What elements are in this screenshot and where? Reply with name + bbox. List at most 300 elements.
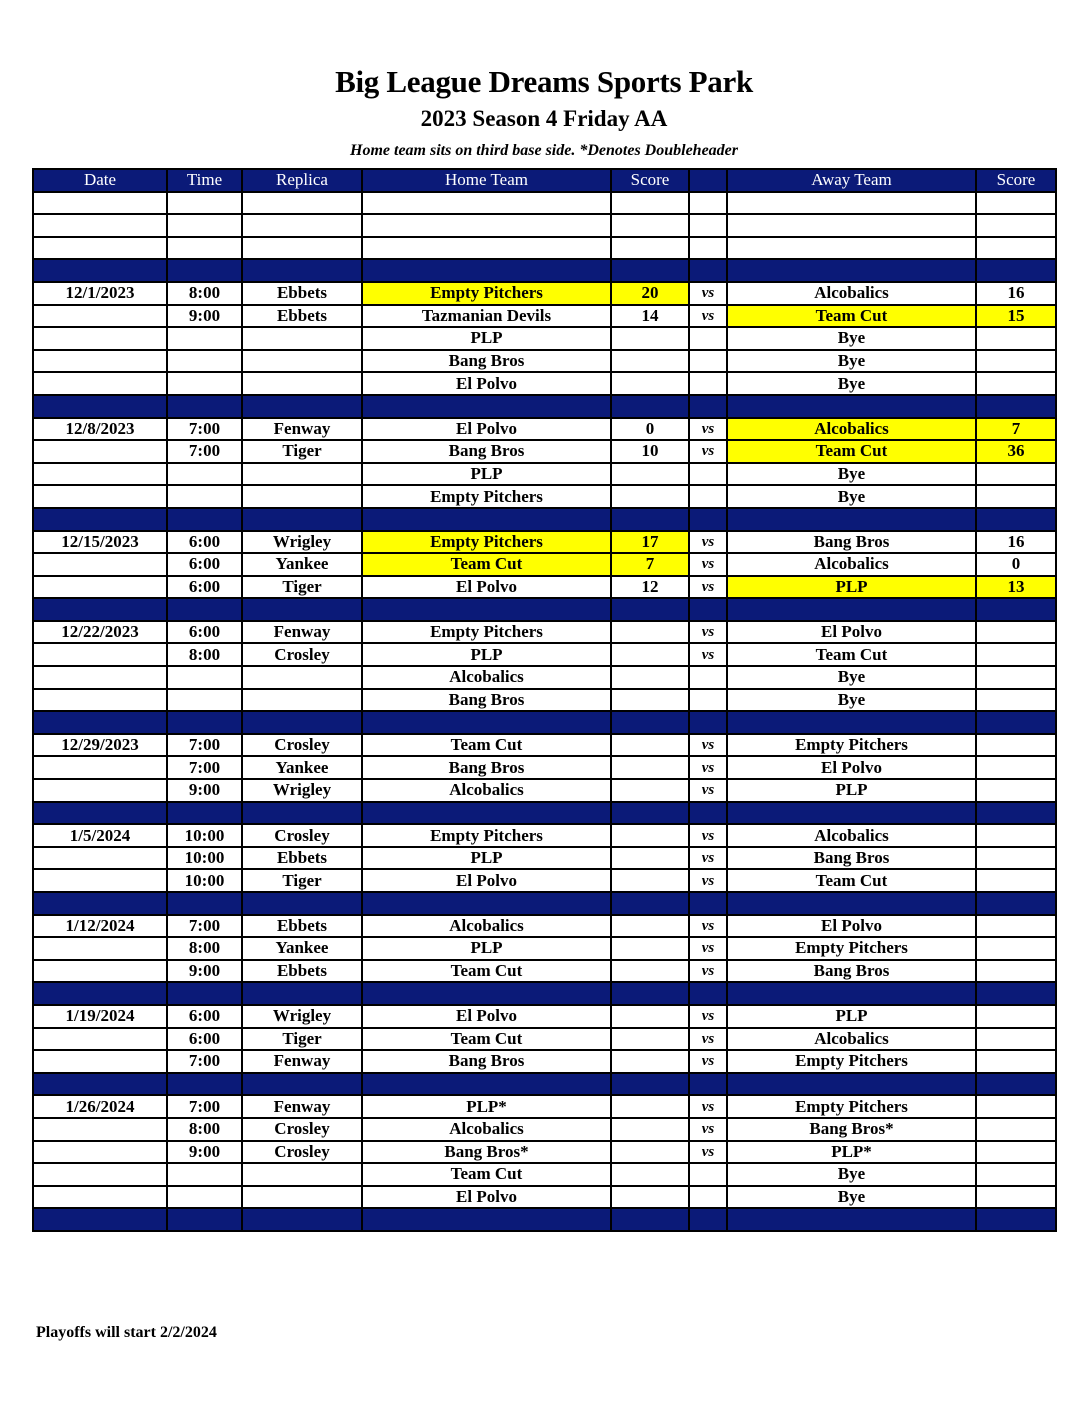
vs-cell: vs: [689, 1028, 727, 1051]
replica-cell: Tiger: [242, 1028, 362, 1051]
time-cell: [167, 1186, 242, 1209]
away-team-cell: [727, 598, 976, 621]
col-header-date: Date: [33, 169, 167, 192]
vs-cell: [689, 598, 727, 621]
date-cell: [33, 259, 167, 282]
week-separator-row: [33, 395, 1056, 418]
home-team-cell: PLP: [362, 463, 611, 486]
replica-cell: Fenway: [242, 621, 362, 644]
time-cell: [167, 508, 242, 531]
home-team-cell: [362, 1073, 611, 1096]
week-separator-row: [33, 1208, 1056, 1231]
home-team-cell: PLP: [362, 643, 611, 666]
home-team-cell: PLP*: [362, 1095, 611, 1118]
replica-cell: [242, 598, 362, 621]
home-score-cell: [611, 1163, 689, 1186]
vs-cell: vs: [689, 282, 727, 305]
table-row: [33, 915, 1056, 938]
date-cell: [33, 508, 167, 531]
home-score-cell: [611, 372, 689, 395]
time-cell: 9:00: [167, 1141, 242, 1164]
replica-cell: [242, 802, 362, 825]
away-score-cell: [976, 621, 1056, 644]
away-team-cell: Alcobalics: [727, 824, 976, 847]
table-row: [33, 418, 1056, 441]
date-cell: [33, 847, 167, 870]
season-subtitle: 2023 Season 4 Friday AA: [420, 106, 668, 131]
replica-cell: Yankee: [242, 756, 362, 779]
vs-cell: [689, 1208, 727, 1231]
away-team-cell: PLP: [727, 1005, 976, 1028]
vs-cell: vs: [689, 960, 727, 983]
home-team-cell: Bang Bros: [362, 756, 611, 779]
vs-cell: vs: [689, 576, 727, 599]
away-team-cell: Bye: [727, 372, 976, 395]
home-score-cell: [611, 463, 689, 486]
date-cell: [33, 598, 167, 621]
time-cell: 7:00: [167, 418, 242, 441]
away-team-cell: Empty Pitchers: [727, 1050, 976, 1073]
replica-cell: Ebbets: [242, 305, 362, 328]
home-team-cell: Bang Bros: [362, 350, 611, 373]
col-header-replica: Replica: [242, 169, 362, 192]
table-row: [33, 305, 1056, 328]
vs-cell: [689, 1163, 727, 1186]
time-cell: [167, 372, 242, 395]
home-team-cell: Alcobalics: [362, 666, 611, 689]
vs-cell: vs: [689, 937, 727, 960]
replica-cell: Ebbets: [242, 282, 362, 305]
home-team-cell: El Polvo: [362, 1186, 611, 1209]
home-team-cell: El Polvo: [362, 418, 611, 441]
time-cell: 7:00: [167, 734, 242, 757]
time-cell: [167, 395, 242, 418]
away-team-cell: El Polvo: [727, 915, 976, 938]
replica-cell: [242, 1163, 362, 1186]
table-row: [33, 1028, 1056, 1051]
replica-cell: [242, 372, 362, 395]
table-row: [33, 960, 1056, 983]
table-row: [33, 621, 1056, 644]
away-score-cell: [976, 372, 1056, 395]
away-score-cell: [976, 350, 1056, 373]
home-score-cell: [611, 214, 689, 237]
vs-cell: [689, 372, 727, 395]
away-team-cell: Bye: [727, 350, 976, 373]
vs-cell: vs: [689, 847, 727, 870]
home-score-cell: [611, 982, 689, 1005]
vs-cell: vs: [689, 1050, 727, 1073]
date-cell: [33, 485, 167, 508]
away-score-cell: [976, 892, 1056, 915]
time-cell: 8:00: [167, 937, 242, 960]
week-separator-row: [33, 892, 1056, 915]
week-separator-row: [33, 508, 1056, 531]
home-score-cell: 10: [611, 440, 689, 463]
time-cell: [167, 711, 242, 734]
playoffs-note: Playoffs will start 2/2/2024: [36, 1324, 217, 1341]
week-separator-row: [33, 982, 1056, 1005]
away-team-cell: Bye: [727, 689, 976, 712]
date-cell: [33, 553, 167, 576]
away-score-cell: [976, 508, 1056, 531]
vs-cell: vs: [689, 440, 727, 463]
time-cell: [167, 892, 242, 915]
away-team-cell: Bang Bros: [727, 531, 976, 554]
away-score-cell: [976, 689, 1056, 712]
table-row: [33, 869, 1056, 892]
away-team-cell: [727, 508, 976, 531]
home-team-cell: Bang Bros: [362, 1050, 611, 1073]
home-score-cell: [611, 1005, 689, 1028]
home-team-cell: Empty Pitchers: [362, 531, 611, 554]
time-cell: 7:00: [167, 1095, 242, 1118]
home-team-cell: Empty Pitchers: [362, 485, 611, 508]
home-score-cell: [611, 802, 689, 825]
vs-cell: vs: [689, 824, 727, 847]
home-team-cell: Alcobalics: [362, 1118, 611, 1141]
time-cell: [167, 666, 242, 689]
away-score-cell: [976, 463, 1056, 486]
date-cell: 12/29/2023: [33, 734, 167, 757]
col-header-vs: [689, 169, 727, 192]
home-team-cell: [362, 1208, 611, 1231]
away-score-cell: 13: [976, 576, 1056, 599]
replica-cell: [242, 463, 362, 486]
time-cell: 7:00: [167, 440, 242, 463]
time-cell: [167, 1163, 242, 1186]
away-team-cell: Bang Bros: [727, 960, 976, 983]
away-team-cell: [727, 214, 976, 237]
replica-cell: Ebbets: [242, 960, 362, 983]
away-team-cell: [727, 1208, 976, 1231]
replica-cell: [242, 982, 362, 1005]
date-cell: 1/5/2024: [33, 824, 167, 847]
table-row: [33, 1141, 1056, 1164]
home-score-cell: [611, 915, 689, 938]
time-cell: 6:00: [167, 1028, 242, 1051]
home-team-cell: [362, 711, 611, 734]
vs-cell: [689, 508, 727, 531]
away-score-cell: [976, 192, 1056, 215]
vs-cell: [689, 192, 727, 215]
home-score-cell: [611, 259, 689, 282]
home-team-cell: Team Cut: [362, 553, 611, 576]
date-cell: [33, 440, 167, 463]
date-cell: [33, 350, 167, 373]
vs-cell: [689, 327, 727, 350]
replica-cell: Ebbets: [242, 915, 362, 938]
blank-row: [33, 192, 1056, 215]
replica-cell: [242, 1186, 362, 1209]
time-cell: 6:00: [167, 621, 242, 644]
vs-cell: [689, 689, 727, 712]
time-cell: 6:00: [167, 553, 242, 576]
vs-cell: [689, 259, 727, 282]
date-cell: 12/8/2023: [33, 418, 167, 441]
away-score-cell: [976, 711, 1056, 734]
away-score-cell: [976, 1050, 1056, 1073]
date-cell: 1/12/2024: [33, 915, 167, 938]
replica-cell: Tiger: [242, 869, 362, 892]
replica-cell: [242, 237, 362, 260]
away-team-cell: PLP*: [727, 1141, 976, 1164]
replica-cell: Fenway: [242, 418, 362, 441]
time-cell: [167, 327, 242, 350]
replica-cell: [242, 350, 362, 373]
vs-cell: vs: [689, 1095, 727, 1118]
vs-cell: vs: [689, 305, 727, 328]
date-cell: [33, 643, 167, 666]
home-team-cell: Alcobalics: [362, 779, 611, 802]
home-score-cell: [611, 689, 689, 712]
home-score-cell: 17: [611, 531, 689, 554]
home-score-cell: [611, 756, 689, 779]
time-cell: 10:00: [167, 869, 242, 892]
home-team-cell: Team Cut: [362, 734, 611, 757]
home-score-cell: [611, 711, 689, 734]
date-cell: [33, 192, 167, 215]
home-team-cell: [362, 892, 611, 915]
home-score-cell: [611, 1073, 689, 1096]
date-cell: [33, 756, 167, 779]
replica-cell: Yankee: [242, 937, 362, 960]
date-cell: [33, 237, 167, 260]
date-cell: [33, 1208, 167, 1231]
away-team-cell: [727, 1073, 976, 1096]
home-score-cell: [611, 327, 689, 350]
date-cell: [33, 576, 167, 599]
col-header-away-score: Score: [976, 169, 1056, 192]
vs-cell: vs: [689, 756, 727, 779]
replica-cell: Crosley: [242, 734, 362, 757]
home-team-cell: [362, 237, 611, 260]
replica-cell: [242, 214, 362, 237]
blank-row: [33, 237, 1056, 260]
away-team-cell: [727, 192, 976, 215]
replica-cell: Yankee: [242, 553, 362, 576]
date-cell: [33, 869, 167, 892]
home-score-cell: 20: [611, 282, 689, 305]
home-team-cell: PLP: [362, 847, 611, 870]
away-score-cell: [976, 1141, 1056, 1164]
home-score-cell: [611, 237, 689, 260]
replica-cell: [242, 892, 362, 915]
away-team-cell: [727, 892, 976, 915]
table-row: [33, 1118, 1056, 1141]
date-cell: [33, 327, 167, 350]
vs-cell: vs: [689, 779, 727, 802]
time-cell: 8:00: [167, 282, 242, 305]
away-team-cell: [727, 259, 976, 282]
table-row: [33, 553, 1056, 576]
away-score-cell: 15: [976, 305, 1056, 328]
date-cell: [33, 689, 167, 712]
vs-cell: [689, 982, 727, 1005]
away-team-cell: [727, 395, 976, 418]
time-cell: 10:00: [167, 847, 242, 870]
away-team-cell: Team Cut: [727, 305, 976, 328]
home-score-cell: [611, 1141, 689, 1164]
date-cell: 1/19/2024: [33, 1005, 167, 1028]
table-row: [33, 372, 1056, 395]
home-score-cell: [611, 960, 689, 983]
home-score-cell: [611, 1118, 689, 1141]
away-score-cell: [976, 259, 1056, 282]
time-cell: [167, 689, 242, 712]
time-cell: [167, 463, 242, 486]
home-team-cell: PLP: [362, 327, 611, 350]
replica-cell: [242, 1073, 362, 1096]
time-cell: 7:00: [167, 1050, 242, 1073]
time-cell: [167, 802, 242, 825]
home-team-cell: [362, 802, 611, 825]
replica-cell: [242, 508, 362, 531]
home-score-cell: [611, 1028, 689, 1051]
replica-cell: [242, 259, 362, 282]
home-team-cell: Empty Pitchers: [362, 824, 611, 847]
time-cell: [167, 982, 242, 1005]
date-cell: [33, 372, 167, 395]
vs-cell: vs: [689, 734, 727, 757]
time-cell: [167, 1073, 242, 1096]
home-score-cell: [611, 1186, 689, 1209]
date-cell: [33, 779, 167, 802]
home-score-cell: [611, 937, 689, 960]
home-team-cell: Empty Pitchers: [362, 621, 611, 644]
replica-cell: Ebbets: [242, 847, 362, 870]
away-score-cell: [976, 1186, 1056, 1209]
table-row: [33, 350, 1056, 373]
date-cell: [33, 982, 167, 1005]
date-cell: [33, 1028, 167, 1051]
home-score-cell: [611, 779, 689, 802]
vs-cell: [689, 395, 727, 418]
away-team-cell: Bye: [727, 327, 976, 350]
home-team-cell: Team Cut: [362, 1028, 611, 1051]
home-score-cell: [611, 847, 689, 870]
vs-cell: vs: [689, 418, 727, 441]
away-team-cell: Bye: [727, 463, 976, 486]
away-team-cell: [727, 802, 976, 825]
home-team-cell: [362, 598, 611, 621]
table-row: [33, 643, 1056, 666]
table-row: [33, 756, 1056, 779]
table-row: [33, 463, 1056, 486]
home-team-cell: El Polvo: [362, 1005, 611, 1028]
away-team-cell: [727, 237, 976, 260]
col-header-home-score: Score: [611, 169, 689, 192]
away-score-cell: [976, 869, 1056, 892]
time-cell: 6:00: [167, 1005, 242, 1028]
replica-cell: [242, 327, 362, 350]
home-team-cell: [362, 259, 611, 282]
table-row: [33, 531, 1056, 554]
home-team-cell: Bang Bros*: [362, 1141, 611, 1164]
away-score-cell: [976, 937, 1056, 960]
table-row: [33, 824, 1056, 847]
home-score-cell: [611, 1208, 689, 1231]
vs-cell: [689, 1186, 727, 1209]
date-cell: [33, 960, 167, 983]
home-team-cell: Empty Pitchers: [362, 282, 611, 305]
replica-cell: Wrigley: [242, 1005, 362, 1028]
away-score-cell: [976, 1073, 1056, 1096]
replica-cell: Crosley: [242, 824, 362, 847]
away-team-cell: Alcobalics: [727, 282, 976, 305]
home-score-cell: [611, 1095, 689, 1118]
date-cell: 12/15/2023: [33, 531, 167, 554]
date-cell: [33, 395, 167, 418]
time-cell: 6:00: [167, 531, 242, 554]
table-row: [33, 847, 1056, 870]
away-score-cell: [976, 915, 1056, 938]
blank-row: [33, 214, 1056, 237]
away-score-cell: [976, 666, 1056, 689]
home-score-cell: 14: [611, 305, 689, 328]
away-score-cell: 7: [976, 418, 1056, 441]
home-team-cell: Bang Bros: [362, 440, 611, 463]
away-score-cell: [976, 779, 1056, 802]
away-team-cell: Bye: [727, 1186, 976, 1209]
home-score-cell: 0: [611, 418, 689, 441]
home-team-cell: [362, 982, 611, 1005]
replica-cell: [242, 1208, 362, 1231]
away-score-cell: [976, 847, 1056, 870]
away-score-cell: [976, 1095, 1056, 1118]
time-cell: 8:00: [167, 643, 242, 666]
time-cell: [167, 237, 242, 260]
col-header-time: Time: [167, 169, 242, 192]
time-cell: [167, 259, 242, 282]
vs-cell: vs: [689, 643, 727, 666]
table-row: [33, 282, 1056, 305]
date-cell: [33, 1118, 167, 1141]
time-cell: 10:00: [167, 824, 242, 847]
away-team-cell: Alcobalics: [727, 418, 976, 441]
time-cell: 7:00: [167, 915, 242, 938]
replica-cell: Crosley: [242, 1141, 362, 1164]
vs-cell: vs: [689, 621, 727, 644]
vs-cell: vs: [689, 553, 727, 576]
vs-cell: vs: [689, 915, 727, 938]
away-score-cell: [976, 237, 1056, 260]
date-cell: [33, 802, 167, 825]
home-score-cell: [611, 598, 689, 621]
replica-cell: Wrigley: [242, 779, 362, 802]
vs-cell: vs: [689, 531, 727, 554]
away-score-cell: [976, 485, 1056, 508]
replica-cell: Crosley: [242, 1118, 362, 1141]
away-team-cell: [727, 711, 976, 734]
home-score-cell: [611, 1050, 689, 1073]
vs-cell: [689, 802, 727, 825]
home-score-cell: [611, 734, 689, 757]
home-score-cell: [611, 508, 689, 531]
replica-cell: [242, 192, 362, 215]
replica-cell: Tiger: [242, 576, 362, 599]
table-row: [33, 937, 1056, 960]
away-score-cell: [976, 734, 1056, 757]
vs-cell: [689, 666, 727, 689]
time-cell: 9:00: [167, 960, 242, 983]
home-team-cell: PLP: [362, 937, 611, 960]
away-team-cell: Empty Pitchers: [727, 734, 976, 757]
home-score-cell: [611, 192, 689, 215]
date-cell: [33, 214, 167, 237]
table-row: [33, 485, 1056, 508]
home-score-cell: [611, 485, 689, 508]
